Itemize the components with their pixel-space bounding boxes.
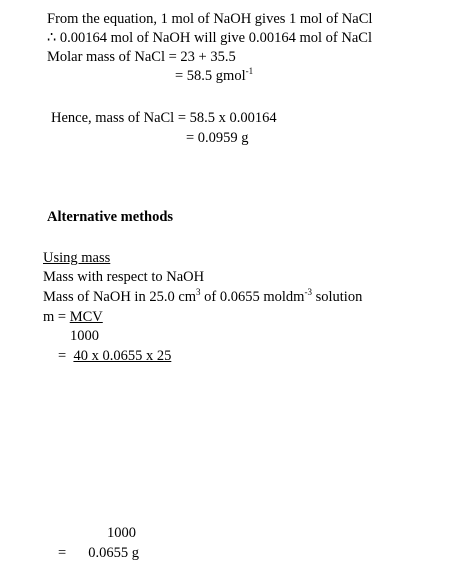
formula-numerator: MCV (69, 309, 103, 325)
alternative-methods-heading: Alternative methods (47, 209, 174, 225)
mass-nacl-expression: Hence, mass of NaCl = 58.5 x 0.00164 (51, 110, 277, 126)
calculation-line (58, 347, 171, 365)
statement-moles-nacl: ∴ 0.00164 mol of NaOH will give 0.00164 mol of NaCl (47, 30, 372, 46)
mass-naoh-text-a: Mass of NaOH in 25.0 cm (43, 289, 197, 305)
molar-mass-expression: Molar mass of NaCl = 23 + 35.5 (47, 49, 236, 65)
volume-exponent: 3 (196, 287, 201, 297)
mass-naoh-text-c: solution (311, 289, 363, 305)
molar-mass-value: = 58.5 gmol (175, 68, 246, 84)
result-line (58, 544, 139, 562)
using-mass-subheading: Using mass (43, 250, 111, 266)
mass-nacl-result: = 0.0959 g (186, 130, 249, 146)
molar-mass-unit-exponent: -1 (245, 66, 254, 76)
mass-naoh-in-solution (43, 288, 362, 306)
result-value: 0.0655 g (88, 545, 139, 561)
mass-wrt-naoh: Mass with respect to NaOH (43, 269, 205, 285)
formula-line (43, 308, 103, 326)
calc-equals: = (58, 348, 67, 364)
calc-denominator: 1000 (107, 525, 136, 541)
formula-denominator: 1000 (70, 328, 99, 344)
result-equals: = (58, 545, 67, 561)
calc-numerator: 40 x 0.0655 x 25 (73, 348, 172, 364)
molar-mass-result (175, 67, 253, 85)
mass-naoh-text-b: of 0.0655 moldm (200, 289, 305, 305)
concentration-exponent: -3 (304, 287, 312, 297)
formula-lhs: m = (43, 309, 70, 325)
statement-equation-ratio: From the equation, 1 mol of NaOH gives 1 mol of NaCl (47, 11, 373, 27)
